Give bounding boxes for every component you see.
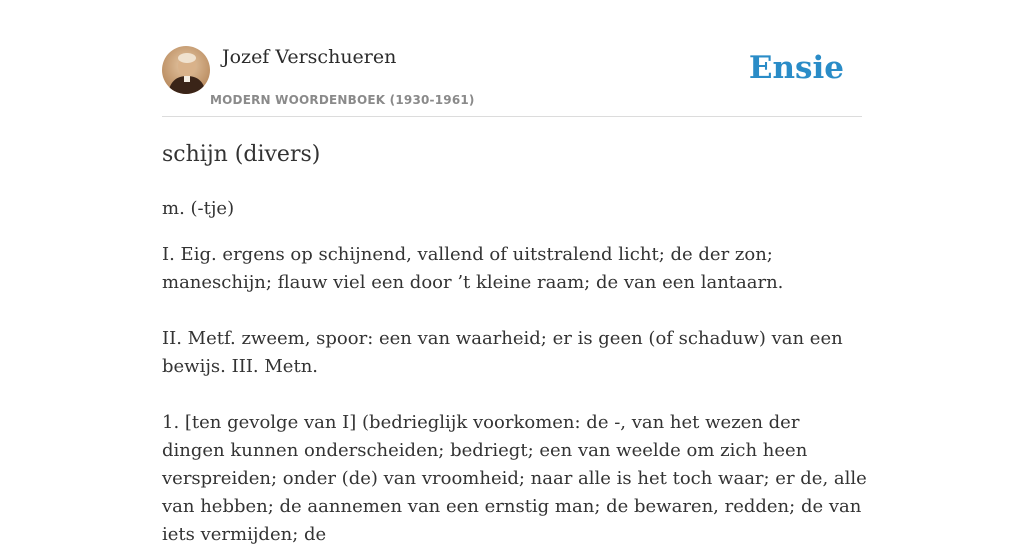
author-avatar[interactable] (162, 46, 210, 94)
entry-paragraph: 1. [ten gevolge van I] (bedrieglijk voorkomen: de -, van het wezen der dingen kunnen onderscheiden; bedriegt; een van weelde om zich heen verspreiden; onder (de) van vroomheid; naar alle is het toch waar; er de, alle van hebben; de aannemen van een ernstig man; de bewaren, redden; de van iets vermijden; de (162, 412, 867, 545)
author-portrait-icon (162, 46, 210, 94)
entry-grammar: m. (-tje) (162, 198, 235, 219)
header (162, 46, 862, 117)
entry-title: schijn (divers) (162, 142, 321, 167)
entry-paragraph: II. Metf. zweem, spoor: een van waarheid; er is geen (of schaduw) van een bewijs. III. Metn. (162, 328, 843, 377)
brand-logo[interactable]: Ensie (748, 50, 844, 86)
entry-paragraph: I. Eig. ergens op schijnend, vallend of uitstralend licht; de der zon; maneschijn; flauw viel een door ’t kleine raam; de van een lantaarn. (162, 244, 784, 293)
entry-content (162, 128, 867, 549)
source-label[interactable]: MODERN WOORDENBOEK (1930-1961) (210, 93, 475, 107)
author-name[interactable]: Jozef Verschueren (222, 46, 397, 68)
